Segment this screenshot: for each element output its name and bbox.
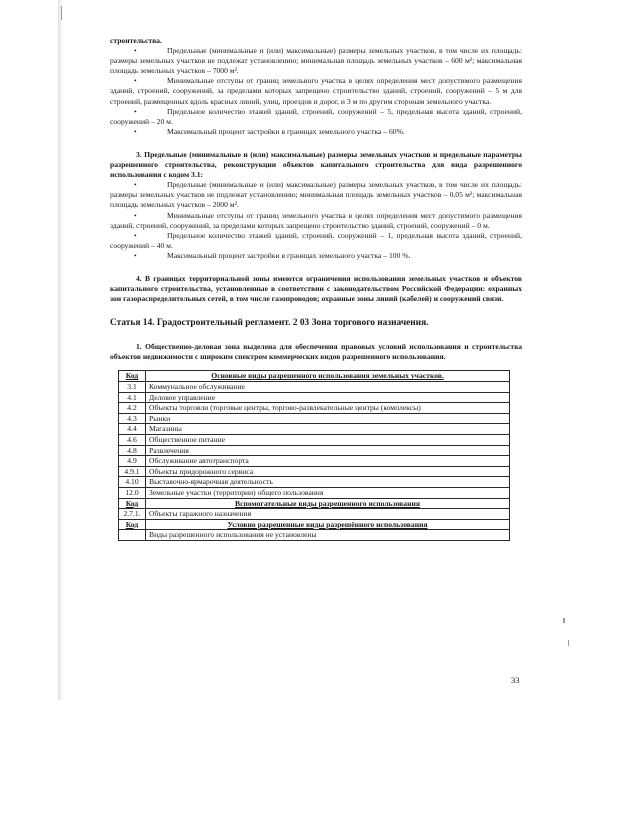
table-row: 4.4 Магазины xyxy=(119,424,510,435)
table-header-code: Код xyxy=(119,498,146,509)
list-item: • Минимальные отступы от границ земельного участка в целях определения мест допустимого размещения зданий, строений, сооружений, за пределами которых запрещено строительство зданий, строений, сооружений – 0 м. xyxy=(110,210,522,230)
bullet-icon: • xyxy=(134,230,137,240)
table-row: 4.3 Рынки xyxy=(119,413,510,424)
article-intro: 1. Общественно-деловая зона выделена для обеспечения правовых условий использования и строительства объектов недвижимости с широким спектром коммерческих видов разрешенного использования. xyxy=(110,342,522,362)
table-row: 4.6 Общественное питание xyxy=(119,435,510,446)
section-3-list xyxy=(110,180,522,261)
page-number: 33 xyxy=(511,675,520,685)
list-item: • Максимальный процент застройки в границах земельного участка – 60%. xyxy=(134,126,405,136)
section-3-heading: 3. Предельные (минимальные и (или) максимальные) размеры земельных участков и предельные параметры разрешенного строительства, реконструкции объектов капитального строительства для вида разрешенного использования с кодом 3.1: xyxy=(110,149,522,180)
bullet-icon: • xyxy=(134,126,137,136)
section-2-list xyxy=(110,46,522,137)
bullet-icon: • xyxy=(134,106,137,116)
scan-mark xyxy=(61,6,62,20)
table-header-title: Вспомогательные виды разрешенного использования xyxy=(146,498,510,509)
table-header-conditional xyxy=(119,519,510,530)
bullet-icon: • xyxy=(134,250,137,260)
table-row: 4.9 Обслуживание автотранспорта xyxy=(119,456,510,467)
page-edge-shadow xyxy=(58,0,63,700)
table-row: 4.2 Объекты торговли (торговые центры, торгово-развлекательные центры (комплексы) xyxy=(119,403,510,414)
list-item: • Предельное количество этажей зданий, строений, сооружений – 5, предельная высота зданий, строений, сооружений – 20 м. xyxy=(110,106,522,126)
table-row: 3.1 Коммунальное обслуживание xyxy=(119,382,510,393)
scan-mark xyxy=(563,618,565,623)
table-row: 12.0 Земельные участки (территории) общего пользования xyxy=(119,487,510,498)
table-row: 4.1 Деловое управление xyxy=(119,392,510,403)
table-header-code: Код xyxy=(119,371,146,382)
table-row: 2.7.1. Объекты гаражного назначения xyxy=(119,509,510,520)
list-item: • Максимальный процент застройки в границах земельного участка – 100 %. xyxy=(134,250,411,260)
permitted-use-table xyxy=(118,370,510,541)
table-header-code: Код xyxy=(119,519,146,530)
table-header-main xyxy=(119,371,510,382)
table-header-auxiliary xyxy=(119,498,510,509)
table-row: 4.9.1 Объекты придорожного сервиса xyxy=(119,466,510,477)
article-title: Статья 14. Градостроительный регламент. 2 03 Зона торгового назначения. xyxy=(110,318,429,329)
document-body xyxy=(110,36,522,541)
list-item: • Предельное количество этажей зданий, строений, сооружений – 1, предельная высота зданий, строений, сооружений – 40 м. xyxy=(110,230,522,250)
table-header-title: Условно разрешенные виды разрешённого использования xyxy=(146,519,510,530)
list-item: • Минимальные отступы от границ земельного участка в целях определения мест допустимого размещения зданий, строений, сооружений, за пределами которых запрещено строительство зданий, строений, сооружений – 5 м для строений, размещенных вдоль красных линий, улиц, проездов и дорог, и 3 м по другим сторонам земельного участка. xyxy=(110,76,522,106)
section-4-text: 4. В границах территориальной зоны имеются ограничения использования земельных участков и объектов капитального строительства, установленные в соответствии с законодательством Российской Федерации: охранных зон газораспределительных сетей, в том числе газопроводов; охранные зоны линий (кабелей) и сооружений связи. xyxy=(110,273,522,304)
table-header-title: Основные виды разрешенного использования земельных участков. xyxy=(146,371,510,382)
table-row: Виды разрешенного использования не установлены xyxy=(119,530,510,541)
list-item: • Предельные (минимальные и (или) максимальные) размеры земельных участков, в том числе их площадь: размеры земельных участков не подлежат установлению; минимальная площадь земельных участков – 0,05 м²; максимальная площадь земельных участков – 2000 м². xyxy=(110,180,522,210)
scan-mark xyxy=(568,640,569,646)
bullet-icon: • xyxy=(134,180,137,190)
bullet-icon: • xyxy=(134,210,137,220)
bullet-icon: • xyxy=(134,46,137,56)
list-item: • Предельные (минимальные и (или) максимальные) размеры земельных участков, в том числе их площадь: размеры земельных участков не подлежат установлению; минимальная площадь земельных участков – 600 м²; максимальная площадь земельных участков – 7000 м². xyxy=(110,46,522,76)
table-row: 4.10 Выставочно-ярмарочная деятельность xyxy=(119,477,510,488)
bullet-icon: • xyxy=(134,76,137,86)
table-row: 4.8 Развлечения xyxy=(119,445,510,456)
lead-line: строительства. xyxy=(110,36,162,45)
